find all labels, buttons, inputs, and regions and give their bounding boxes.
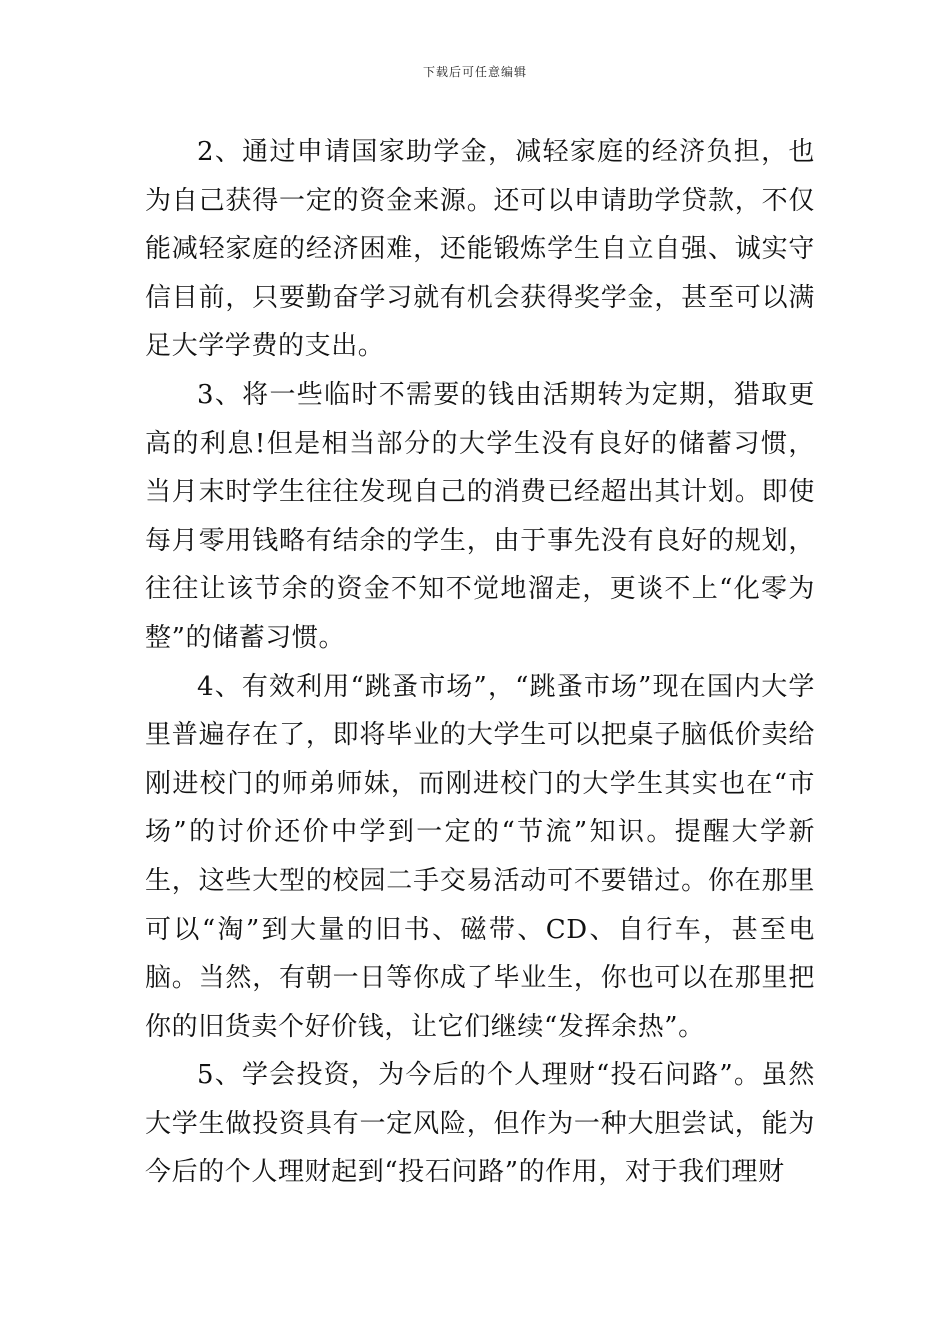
paragraph-2: 2、通过申请国家助学金，减轻家庭的经济负担，也为自己获得一定的资金来源。还可以申请助学贷款，不仅能减轻家庭的经济困难，还能锻炼学生自立自强、诚实守信目前，只要勤奋学习就有机会获得奖学金，甚至可以满足大学学费的支出。 — [145, 137, 815, 362]
paragraph-4: 4、有效利用“跳蚤市场”，“跳蚤市场”现在国内大学里普遍存在了，即将毕业的大学生可以把桌子脑低价卖给刚进校门的师弟师妹，而刚进校门的大学生其实也在“市场”的讨价还价中学到一定的“节流”知识。提醒大学新生，这些大型的校园二手交易活动可不要错过。你在那里可以“淘”到大量的旧书、磁带、CD、自行车，甚至电脑。当然，有朝一日等你成了毕业生，你也可以在那里把你的旧货卖个好价钱，让它们继续“发挥余热”。 — [145, 671, 815, 1042]
document-body — [145, 128, 815, 1197]
paragraph-5: 5、学会投资，为今后的个人理财“投石问路”。虽然大学生做投资具有一定风险，但作为一种大胆尝试，能为今后的个人理财起到“投石问路”的作用，对于我们理财 — [145, 1060, 815, 1188]
page-header: 下载后可任意编辑 — [422, 65, 527, 79]
paragraph-3: 3、将一些临时不需要的钱由活期转为定期，猎取更高的利息!但是相当部分的大学生没有良好的储蓄习惯，当月末时学生往往发现自己的消费已经超出其计划。即使每月零用钱略有结余的学生，由于事先没有良好的规划，往往让该节余的资金不知不觉地溜走，更谈不上“化零为整”的储蓄习惯。 — [145, 379, 815, 653]
